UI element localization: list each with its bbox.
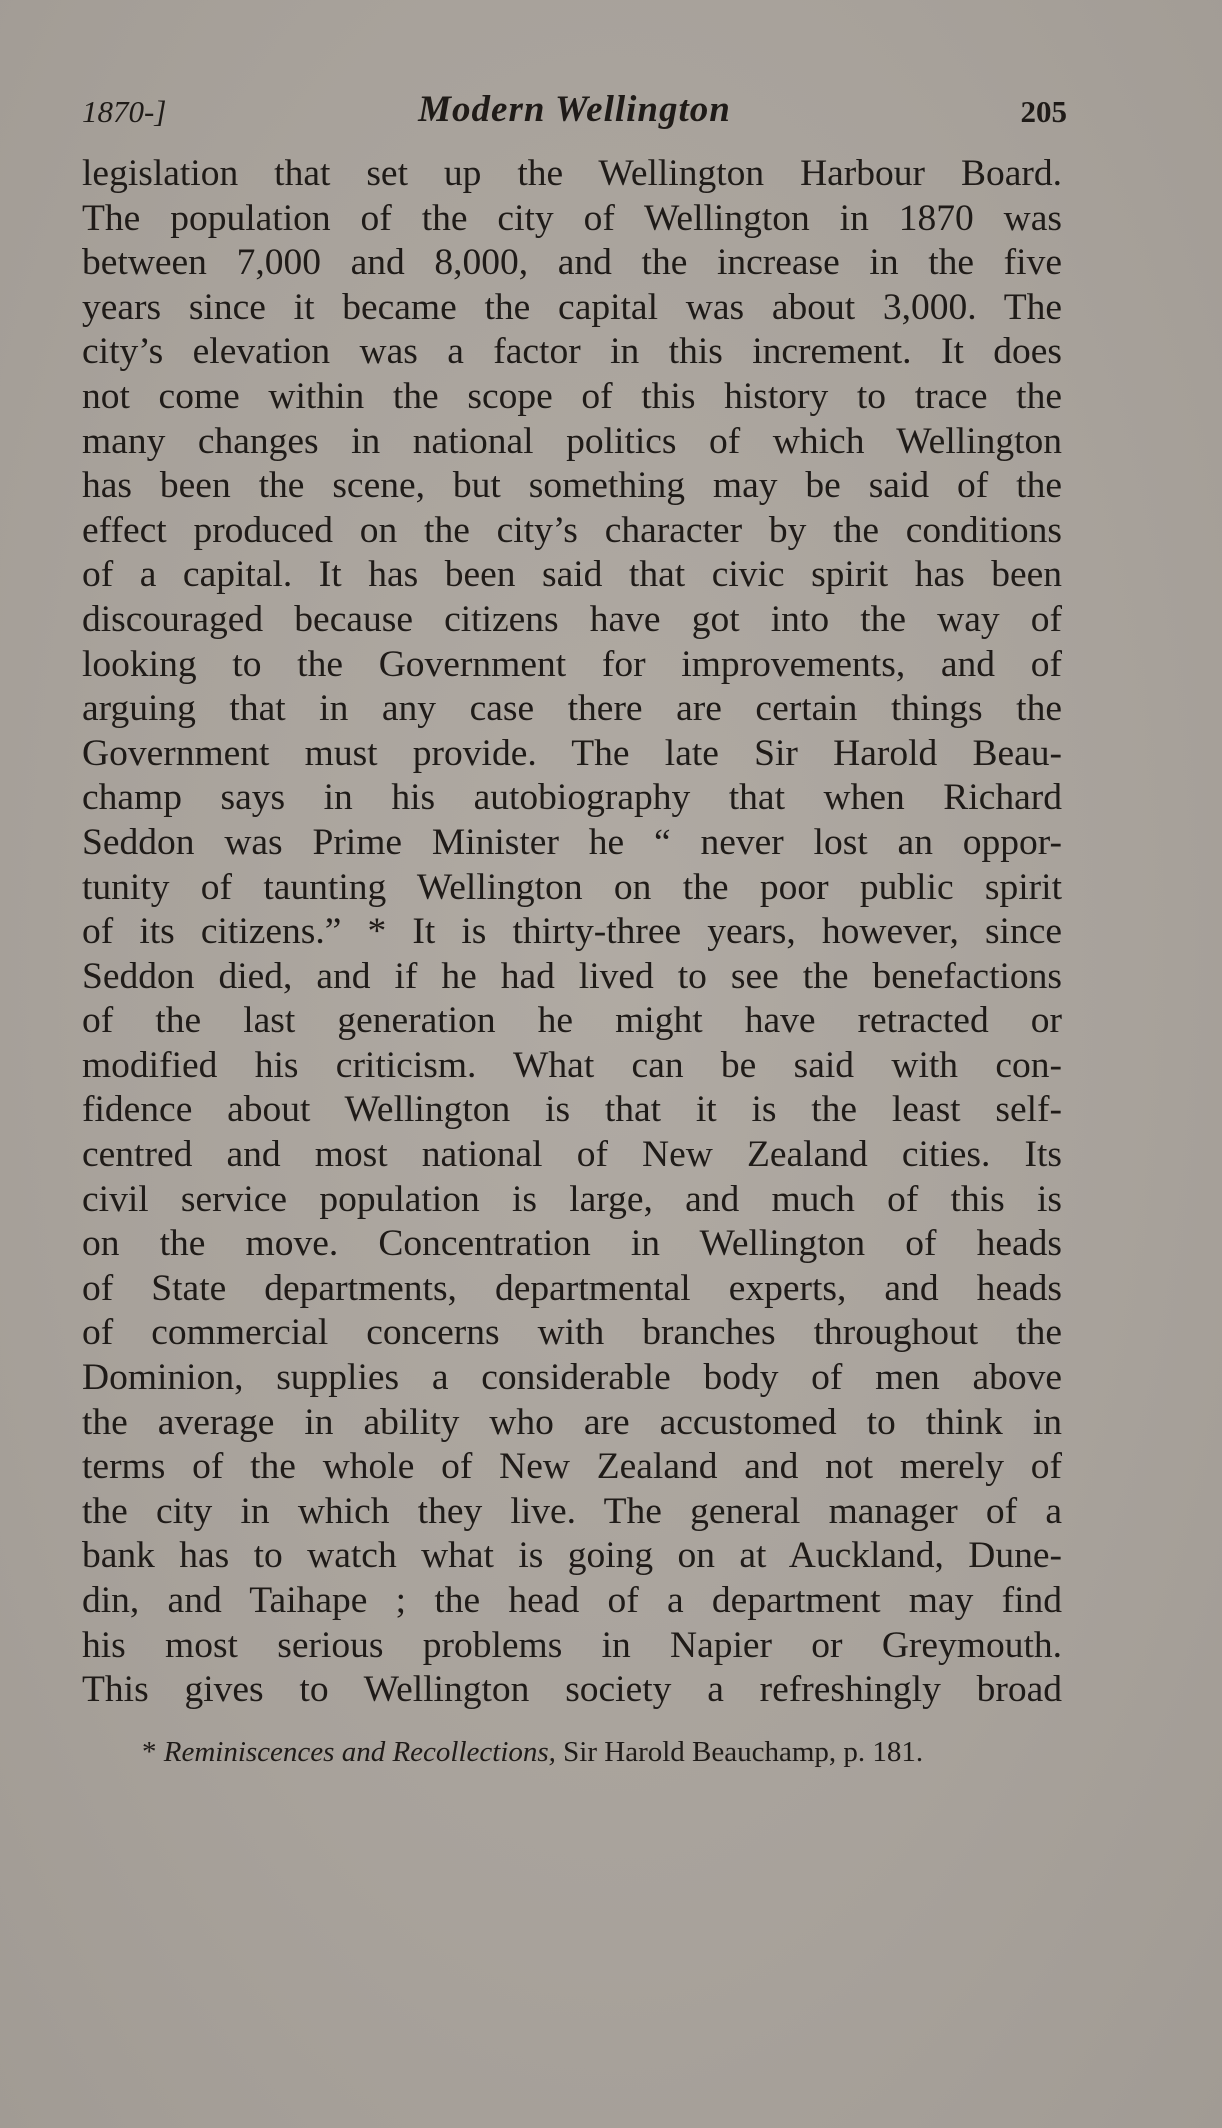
text-line: effect produced on the city’s character by the conditions bbox=[82, 509, 1062, 551]
text-line: Seddon was Prime Minister he “ never lost an oppor- bbox=[82, 821, 1062, 863]
text-line: discouraged because citizens have got into the way of bbox=[82, 598, 1062, 640]
text-line: not come within the scope of this history to trace the bbox=[82, 375, 1062, 417]
text-line: The population of the city of Wellington in 1870 was bbox=[82, 197, 1062, 239]
text-line: Dominion, supplies a considerable body of men above bbox=[82, 1357, 1062, 1399]
text-line: bank has to watch what is going on at Auckland, Dune- bbox=[82, 1535, 1062, 1577]
text-line: years since it became the capital was about 3,000. The bbox=[82, 286, 1062, 328]
text-line: civil service population is large, and much of this is bbox=[82, 1178, 1062, 1220]
text-line: many changes in national politics of which Wellington bbox=[82, 420, 1062, 462]
text-line: din, and Taihape ; the head of a department may find bbox=[82, 1580, 1062, 1621]
text-line: terms of the whole of New Zealand and not merely of bbox=[82, 1446, 1062, 1488]
text-line: city’s elevation was a factor in this increment. It does bbox=[82, 331, 1062, 373]
text-line: Seddon died, and if he had lived to see the benefactions bbox=[82, 955, 1062, 997]
text-line: champ says in his autobiography that when Richard bbox=[82, 777, 1062, 819]
text-line: of the last generation he might have retracted or bbox=[82, 1000, 1062, 1042]
text-line: modified his criticism. What can be said with con- bbox=[82, 1044, 1062, 1086]
page-number: 205 bbox=[1020, 94, 1067, 129]
footnote-work-title: Reminiscences and Recollections, bbox=[163, 1736, 556, 1768]
text-line: legislation that set up the Wellington Harbour Board. bbox=[82, 153, 1062, 194]
text-line: between 7,000 and 8,000, and the increase in the five bbox=[82, 242, 1062, 284]
text-line: This gives to Wellington society a refreshingly broad bbox=[82, 1669, 1062, 1711]
text-line: the city in which they live. The general manager of a bbox=[82, 1490, 1062, 1532]
text-line: fidence about Wellington is that it is the least self- bbox=[82, 1089, 1062, 1131]
text-line: arguing that in any case there are certain things the bbox=[82, 688, 1062, 730]
text-line: on the move. Concentration in Wellington of heads bbox=[82, 1223, 1062, 1265]
running-head bbox=[82, 88, 1067, 138]
text-line: his most serious problems in Napier or Greymouth. bbox=[82, 1624, 1062, 1666]
text-line: looking to the Government for improvements, and of bbox=[82, 643, 1062, 685]
chapter-date-range: 1870-] bbox=[82, 94, 167, 129]
text-line: tunity of taunting Wellington on the poor public spirit bbox=[82, 866, 1062, 908]
text-line: the average in ability who are accustomed to think in bbox=[82, 1401, 1062, 1443]
footnote-citation: Sir Harold Beauchamp, p. 181. bbox=[555, 1736, 924, 1768]
text-line: of a capital. It has been said that civic spirit has been bbox=[82, 554, 1062, 596]
body-paragraph bbox=[82, 152, 1062, 1713]
text-line: centred and most national of New Zealand cities. Its bbox=[82, 1134, 1062, 1176]
footnote bbox=[142, 1736, 1062, 1769]
footnote-marker: * bbox=[142, 1736, 164, 1768]
page-title: Modern Wellington bbox=[418, 89, 731, 130]
text-line: has been the scene, but something may be said of the bbox=[82, 465, 1062, 507]
text-line: of commercial concerns with branches throughout the bbox=[82, 1312, 1062, 1354]
text-line: of its citizens.” * It is thirty-three years, however, since bbox=[82, 911, 1062, 953]
text-line: Government must provide. The late Sir Harold Beau- bbox=[82, 732, 1062, 774]
text-line: of State departments, departmental experts, and heads bbox=[82, 1267, 1062, 1309]
